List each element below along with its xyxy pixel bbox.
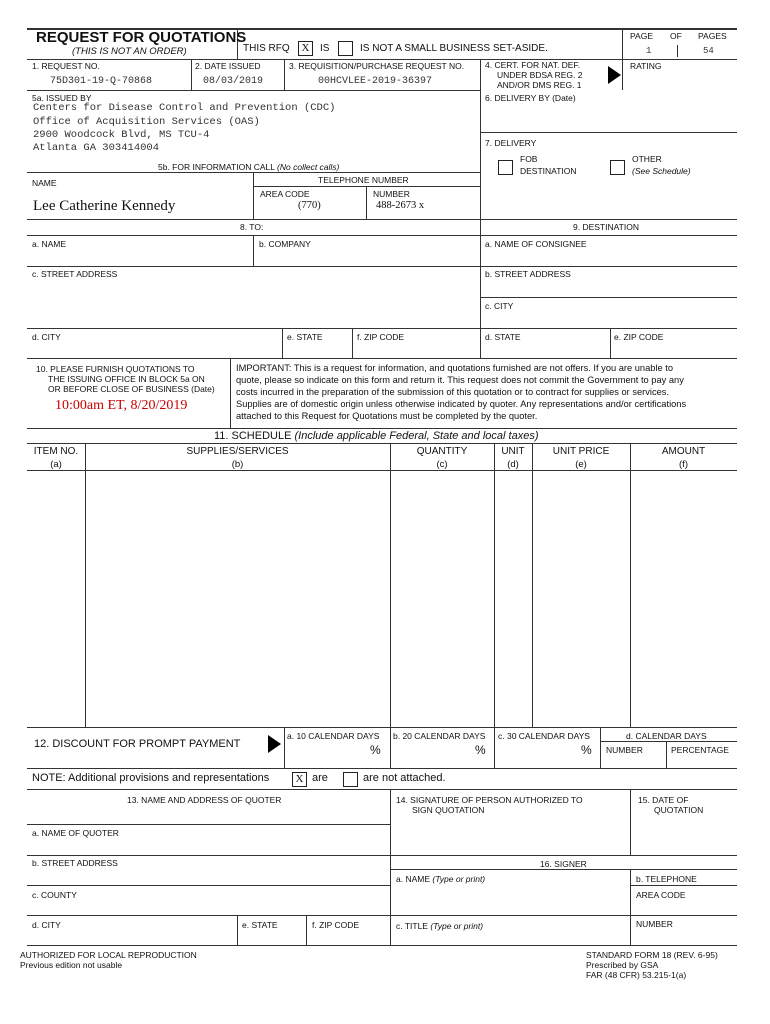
discount-number-label: NUMBER — [606, 745, 643, 755]
requisition-field[interactable]: 00HCVLEE-2019-36397 — [318, 76, 433, 87]
delivery-label: 7. DELIVERY — [485, 138, 537, 148]
signer-title-text: c. TITLE — [396, 921, 428, 931]
contact-name-label: NAME — [32, 178, 57, 188]
col-item-no: ITEM NO. — [33, 446, 79, 457]
delivery-by-label: 6. DELIVERY BY (Date) — [485, 93, 576, 103]
signer-name-note: (Type or print) — [432, 874, 486, 884]
fob-label: FOB — [520, 154, 538, 164]
signer-name-text: a. NAME — [396, 874, 431, 884]
rating-label: RATING — [630, 61, 662, 71]
page-total[interactable]: 54 — [703, 46, 714, 56]
important-line-1: IMPORTANT: This is a request for information, and quotations furnished are not offers. If you are unable to — [236, 363, 674, 373]
signer-title-note: (Type or print) — [430, 921, 484, 931]
quoter-city-label: d. CITY — [32, 920, 61, 930]
request-no-field[interactable]: 75D301-19-Q-70868 — [50, 76, 153, 87]
discount-arrow-icon — [268, 735, 281, 753]
discount-30-days: c. 30 CALENDAR DAYS — [498, 731, 590, 741]
discount-20-days: b. 20 CALENDAR DAYS — [393, 731, 486, 741]
col-unit-sub: (d) — [507, 459, 519, 470]
col-unit: UNIT — [501, 446, 525, 457]
discount-10-days: a. 10 CALENDAR DAYS — [287, 731, 380, 741]
important-line-5: attached to this Request for Quotations must be completed by the quoter. — [236, 411, 538, 421]
info-call-note: (No collect calls) — [277, 162, 340, 172]
is-label: IS — [320, 43, 330, 54]
quoter-state-label: e. STATE — [242, 920, 278, 930]
discount-30-pct[interactable]: % — [581, 743, 592, 757]
note-text: NOTE: Additional provisions and representations — [32, 772, 270, 784]
to-state-label: e. STATE — [287, 332, 323, 342]
discount-label: 12. DISCOUNT FOR PROMPT PAYMENT — [34, 738, 241, 750]
issued-by-line-1[interactable]: Centers for Disease Control and Prevention (CDC) — [33, 102, 336, 114]
signer-title-label — [396, 921, 483, 931]
phone-number-field[interactable]: 488-2673 x — [376, 200, 425, 211]
rating-arrow-icon — [608, 66, 621, 84]
area-code-field[interactable]: (770) — [298, 200, 321, 211]
schedule-body[interactable] — [86, 471, 389, 726]
footer-authorized: AUTHORIZED FOR LOCAL REPRODUCTION — [20, 950, 197, 960]
date-of-quotation-label-2: QUOTATION — [654, 805, 704, 815]
col-unit-price: UNIT PRICE — [552, 446, 610, 457]
this-rfq-label: THIS RFQ — [243, 43, 290, 54]
furnish-line-1: 10. PLEASE FURNISH QUOTATIONS TO — [36, 364, 195, 374]
cert-label-2: UNDER BDSA REG. 2 — [497, 70, 583, 80]
discount-20-pct[interactable]: % — [475, 743, 486, 757]
issued-by-label: 5a. ISSUED BY — [32, 93, 92, 103]
furnish-line-3: OR BEFORE CLOSE OF BUSINESS (Date) — [48, 384, 215, 394]
dest-state-label: d. STATE — [485, 332, 521, 342]
fob-destination-checkbox[interactable] — [498, 160, 513, 175]
form-subtitle: (THIS IS NOT AN ORDER) — [72, 46, 187, 57]
issued-by-line-2[interactable]: Office of Acquisition Services (OAS) — [33, 116, 260, 128]
are-not-label: are not attached. — [363, 772, 446, 784]
signature-label-1: 14. SIGNATURE OF PERSON AUTHORIZED TO — [396, 795, 583, 805]
date-issued-label: 2. DATE ISSUED — [195, 61, 261, 71]
quotation-due-date[interactable]: 10:00am ET, 8/20/2019 — [55, 398, 188, 413]
requisition-label: 3. REQUISITION/PURCHASE REQUEST NO. — [289, 61, 465, 71]
discount-calendar-days: d. CALENDAR DAYS — [626, 731, 707, 741]
discount-10-pct[interactable]: % — [370, 743, 381, 757]
footer-standard-form: STANDARD FORM 18 (REV. 6-95) — [586, 950, 718, 960]
info-call-text: 5b. FOR INFORMATION CALL — [158, 162, 275, 172]
of-label: OF — [670, 31, 682, 41]
quoter-zip-label: f. ZIP CODE — [312, 920, 360, 930]
col-supplies: SUPPLIES/SERVICES — [186, 446, 289, 457]
dest-street-label: b. STREET ADDRESS — [485, 269, 571, 279]
request-no-label: 1. REQUEST NO. — [32, 61, 100, 71]
set-aside-checkbox-is[interactable] — [338, 41, 353, 56]
issued-by-line-4[interactable]: Atlanta GA 303414004 — [33, 142, 160, 154]
col-quantity-sub: (c) — [436, 459, 448, 470]
important-line-2: quote, please so indicate on this form and return it. This request does not commit the Government to pay any — [236, 375, 684, 385]
telephone-number-label: TELEPHONE NUMBER — [318, 175, 409, 185]
see-schedule-label: (See Schedule) — [632, 166, 691, 176]
important-line-4: Supplies are of domestic origin unless otherwise indicated by quoter. Any representations and/or certifications — [236, 399, 687, 409]
date-issued-field[interactable]: 08/03/2019 — [203, 76, 264, 87]
dest-zip-label: e. ZIP CODE — [614, 332, 664, 342]
cert-label-1: 4. CERT. FOR NAT. DEF. — [485, 60, 581, 70]
info-call-label — [158, 162, 339, 172]
furnish-line-2: THE ISSUING OFFICE IN BLOCK 5a ON — [48, 374, 205, 384]
to-zip-label: f. ZIP CODE — [357, 332, 405, 342]
quoter-county-label: c. COUNTY — [32, 890, 77, 900]
to-label: 8. TO: — [240, 222, 264, 232]
destination-label: DESTINATION — [520, 166, 577, 176]
contact-name-field[interactable]: Lee Catherine Kennedy — [33, 198, 176, 214]
col-item-no-sub: (a) — [50, 459, 62, 470]
set-aside-checkbox-is-not[interactable]: X — [298, 41, 313, 56]
number-label: NUMBER — [373, 189, 410, 199]
are-label: are — [312, 772, 328, 784]
dest-city-label: c. CITY — [485, 301, 514, 311]
destination-label-9: 9. DESTINATION — [573, 222, 639, 232]
other-label: OTHER — [632, 154, 662, 164]
signer-telephone-label: b. TELEPHONE — [636, 874, 697, 884]
issued-by-line-3[interactable]: 2900 Woodcock Blvd, MS TCU-4 — [33, 129, 210, 141]
consignee-label: a. NAME OF CONSIGNEE — [485, 239, 587, 249]
to-city-label: d. CITY — [32, 332, 61, 342]
signer-label: 16. SIGNER — [540, 859, 587, 869]
to-company-label: b. COMPANY — [259, 239, 311, 249]
quoter-name-label: a. NAME OF QUOTER — [32, 828, 119, 838]
col-quantity: QUANTITY — [416, 446, 468, 457]
col-supplies-sub: (b) — [231, 459, 244, 470]
important-line-3: costs incurred in the preparation of the submission of this quotation or to contract for supplies or services. — [236, 387, 670, 397]
col-amount-sub: (f) — [679, 459, 688, 470]
signer-area-code-label: AREA CODE — [636, 890, 686, 900]
schedule-note: (Include applicable Federal, State and local taxes) — [294, 430, 539, 442]
footer-previous-edition: Previous edition not usable — [20, 960, 123, 970]
cert-label-3: AND/OR DMS REG. 1 — [497, 80, 582, 90]
form-title: REQUEST FOR QUOTATIONS — [36, 29, 247, 46]
quoter-label: 13. NAME AND ADDRESS OF QUOTER — [127, 795, 282, 805]
to-street-label: c. STREET ADDRESS — [32, 269, 118, 279]
page-number[interactable]: 1 — [646, 46, 652, 56]
other-checkbox[interactable] — [610, 160, 625, 175]
footer-far: FAR (48 CFR) 53.215-1(a) — [586, 970, 687, 980]
schedule-title-text: 11. SCHEDULE — [214, 430, 292, 442]
footer-prescribed: Prescribed by GSA — [586, 960, 659, 970]
quoter-street-label: b. STREET ADDRESS — [32, 858, 118, 868]
col-amount: AMOUNT — [661, 446, 706, 457]
signer-number-label: NUMBER — [636, 919, 673, 929]
col-unit-price-sub: (e) — [575, 459, 587, 470]
date-of-quotation-label-1: 15. DATE OF — [638, 795, 689, 805]
discount-percentage-label: PERCENTAGE — [671, 745, 729, 755]
pages-label: PAGES — [698, 31, 727, 41]
set-aside-label: IS NOT A SMALL BUSINESS SET-ASIDE. — [360, 43, 548, 54]
schedule-title — [214, 430, 538, 442]
to-name-label: a. NAME — [32, 239, 67, 249]
page-label: PAGE — [630, 31, 653, 41]
provisions-are-not-checkbox[interactable] — [343, 772, 358, 787]
signature-label-2: SIGN QUOTATION — [412, 805, 485, 815]
area-code-label: AREA CODE — [260, 189, 310, 199]
provisions-are-checkbox[interactable]: X — [292, 772, 307, 787]
signer-name-label — [396, 874, 485, 884]
